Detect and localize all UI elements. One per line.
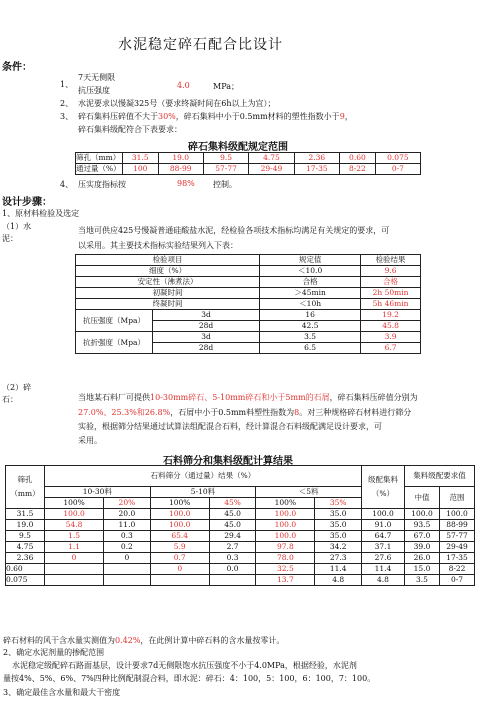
mat1-cell: 100.0 <box>45 509 104 520</box>
sieve-cell: 2.36 <box>6 553 45 564</box>
mix-cell: 100.0 <box>362 509 405 520</box>
sieve-header-graded: 级配集料（%） <box>362 466 405 509</box>
sieve-header-range: 范围 <box>440 487 475 509</box>
condition-4-num: 4、 <box>60 180 74 189</box>
cement-spec: 3.5 <box>260 332 361 343</box>
mat1-cell: 0 <box>45 553 104 564</box>
conditions-heading: 条件： <box>2 62 32 73</box>
range-cell: 8-22 <box>440 564 475 575</box>
condition-2-text: 水泥要求以慢凝325号（要求终凝时间在6h以上为宜）； <box>78 99 276 108</box>
design-heading: 设计步骤： <box>2 197 52 208</box>
sieve-cell: 19.0 <box>6 520 45 531</box>
condition-1-value: 4.0 <box>177 81 190 90</box>
mat2-calc: 45.0 <box>209 520 256 531</box>
table-row <box>6 564 475 575</box>
mat2-cell: 100.0 <box>150 509 209 520</box>
table-row <box>76 266 421 277</box>
stone-text-2: 27.0%、25.3%和26.8%，石屑中小于0.5mm料塑性指数为8。对三种规格碎石材料进行筛分 <box>78 408 412 417</box>
mat3-cell: 100.0 <box>256 520 315 531</box>
cement-header-result: 检验结果 <box>361 255 421 266</box>
mat2-calc: 0.0 <box>209 564 256 575</box>
cement-spec: ＞45min <box>260 288 361 299</box>
pct-cell: 100% <box>256 498 315 509</box>
range-cell: 88-99 <box>440 520 475 531</box>
mat1-calc: 20.0 <box>104 509 151 520</box>
grading-range-cell: 29-49 <box>249 164 294 175</box>
table-row <box>76 332 421 343</box>
mat3-cell: 78.0 <box>256 553 315 564</box>
cement-item: 终凝时间 <box>76 299 260 310</box>
cement-header-row <box>76 255 421 266</box>
mat3-calc: 11.4 <box>315 564 362 575</box>
mix-cell: 37.1 <box>362 542 405 553</box>
mid-cell: 67.0 <box>405 531 440 542</box>
sieve-cell: 0.60 <box>6 564 45 575</box>
mat3-calc: 4.8 <box>315 575 362 586</box>
mat3-cell: 97.8 <box>256 542 315 553</box>
mid-cell: 39.0 <box>405 542 440 553</box>
sieve-header-mat3: ＜5料 <box>256 487 362 498</box>
mix-cell: 91.0 <box>362 520 405 531</box>
cement-result: 3.9 <box>361 332 421 343</box>
condition-3-num: 3、 <box>60 112 74 121</box>
mat2-cell <box>150 575 209 586</box>
cement-header-item: 检验项目 <box>76 255 260 266</box>
cement-text-2: 以采用。其主要技术指标实验结果列入下表： <box>78 241 238 250</box>
table-row <box>6 509 475 520</box>
sieve-cell: 31.5 <box>6 509 45 520</box>
condition-1-unit: MPa； <box>213 82 239 91</box>
step1-heading: 1、原材料检验及选定 <box>2 209 80 218</box>
table-row <box>6 520 475 531</box>
sieve-header-sieve: 筛孔（mm） <box>6 466 45 509</box>
mat2-calc: 0.3 <box>209 553 256 564</box>
step2-text-2: 量按4%、5%、6%、7%四种比例配制混合料，即水泥：碎石：4：100，5：100，6：100，7：100。 <box>3 674 376 683</box>
grading-range-row <box>76 164 421 175</box>
table-row <box>6 542 475 553</box>
mat3-cell: 32.5 <box>256 564 315 575</box>
mat1-cell: 1.1 <box>45 542 104 553</box>
cement-result: 9.6 <box>361 266 421 277</box>
grading-range-cell: 100 <box>123 164 159 175</box>
mat3-calc: 27.3 <box>315 553 362 564</box>
age-cell: 28d <box>153 343 260 354</box>
mat3-calc: 35.0 <box>315 509 362 520</box>
grading-table <box>75 152 421 175</box>
grading-range-cell: 8-22 <box>340 164 376 175</box>
cement-item: 细度（%） <box>76 266 260 277</box>
grading-range-cell: 88-99 <box>158 164 203 175</box>
grading-sieve-cell: 4.75 <box>249 153 294 164</box>
flexural-label: 抗折强度（Mpa） <box>76 332 153 354</box>
table-row <box>76 299 421 310</box>
condition-4-end: 控制。 <box>213 180 237 189</box>
cement-result: 2h 50min <box>361 288 421 299</box>
sieve-header-row-2 <box>6 487 475 498</box>
mid-cell: 93.5 <box>405 520 440 531</box>
grading-sieve-cell: 19.0 <box>158 153 203 164</box>
age-cell: 3d <box>153 310 260 321</box>
mat1-calc: 0.2 <box>104 542 151 553</box>
sieve-header-passing: 石料筛分（通过量）结果（%） <box>45 466 362 487</box>
cement-result: 19.2 <box>361 310 421 321</box>
sieve-header-design: 集料级配要求值 <box>405 466 475 487</box>
age-cell: 28d <box>153 321 260 332</box>
condition-2-num: 2、 <box>60 99 74 108</box>
grading-sieve-cell: 2.36 <box>294 153 339 164</box>
condition-1-line2: 抗压强度 <box>78 86 110 95</box>
grading-sieve-cell: 0.60 <box>340 153 376 164</box>
table-row <box>76 277 421 288</box>
cement-label: （1）水泥： <box>2 222 32 243</box>
step2-text-1: 水泥稳定级配碎石路面基层，设计要求7d无侧限饱水抗压强度不小于4.0MPa，根据经验，水泥剂 <box>12 661 357 670</box>
cement-text-1: 当地可供应425号慢凝普通硅酸盐水泥，经检验各项技术指标均满足有关规定的要求，可 <box>78 226 390 235</box>
cement-table <box>75 254 421 354</box>
mat1-calc: 0.3 <box>104 531 151 542</box>
pct-cell: 20% <box>104 498 151 509</box>
cement-item: 初凝时间 <box>76 288 260 299</box>
cement-spec: 6.5 <box>260 343 361 354</box>
range-cell: 17-35 <box>440 553 475 564</box>
mat1-calc: 11.0 <box>104 520 151 531</box>
mix-cell: 4.8 <box>362 575 405 586</box>
pct-cell: 45% <box>209 498 256 509</box>
pct-cell: 100% <box>150 498 209 509</box>
mat2-calc: 45.0 <box>209 509 256 520</box>
grading-sieve-cell: 31.5 <box>123 153 159 164</box>
mat1-cell: 1.5 <box>45 531 104 542</box>
mat2-calc: 29.4 <box>209 531 256 542</box>
mat3-cell: 100.0 <box>256 509 315 520</box>
mat3-calc: 35.0 <box>315 531 362 542</box>
condition-1-num: 1、 <box>60 80 74 89</box>
moisture-note: 碎石材料的风干含水量实测值为0.42%，在此例计算中碎石料的含水量按零计。 <box>3 636 285 645</box>
sieve-header-mat1: 10-30料 <box>45 487 151 498</box>
mix-cell: 11.4 <box>362 564 405 575</box>
mid-cell: 15.0 <box>405 564 440 575</box>
mat1-cell <box>45 564 104 575</box>
mat3-cell: 100.0 <box>256 531 315 542</box>
grading-range-cell: 17-35 <box>294 164 339 175</box>
condition-4-value: 98% <box>177 179 195 188</box>
table-row <box>6 575 475 586</box>
stone-text-1: 当地某石料厂可提供10-30mm碎石、5-10mm碎石和小于5mm的石屑，碎石集料压碎值分别为 <box>78 393 418 402</box>
sieve-table <box>5 465 475 586</box>
mat2-calc: 2.7 <box>209 542 256 553</box>
mat2-cell: 65.4 <box>150 531 209 542</box>
sieve-cell: 9.5 <box>6 531 45 542</box>
cement-spec: ＜10.0 <box>260 266 361 277</box>
sieve-table-caption: 石料筛分和集料级配计算结果 <box>163 456 293 467</box>
condition-3-text: 碎石集料压碎值不大于30%，碎石集料中小于0.5mm材料的塑性指数小于9， <box>78 112 353 121</box>
sieve-cell: 0.075 <box>6 575 45 586</box>
stone-text-3: 实验，根据筛分结果通过试算法组配混合石料，经计算混合石料级配满足设计要求，可 <box>78 422 382 431</box>
condition-3-line2: 碎石集料级配符合下表要求： <box>78 125 182 134</box>
grading-table-caption: 碎石集料级配规定范围 <box>188 142 288 153</box>
mat2-cell: 5.9 <box>150 542 209 553</box>
mat3-cell: 13.7 <box>256 575 315 586</box>
step3-heading: 3、确定最佳含水量和最大干密度 <box>3 688 121 697</box>
cement-result: 合格 <box>361 277 421 288</box>
cement-result: 6.7 <box>361 343 421 354</box>
sieve-header-row-1 <box>6 466 475 487</box>
stone-label: （2）碎石： <box>2 383 32 404</box>
cement-spec: 合格 <box>260 277 361 288</box>
mat1-cell <box>45 575 104 586</box>
pct-cell: 35% <box>315 498 362 509</box>
mat3-calc: 34.2 <box>315 542 362 553</box>
range-cell: 0-7 <box>440 575 475 586</box>
mat1-calc <box>104 575 151 586</box>
sieve-header-mat2: 5-10料 <box>150 487 256 498</box>
sieve-header-mid: 中值 <box>405 487 440 509</box>
cement-spec: 42.5 <box>260 321 361 332</box>
grading-row1-label: 筛孔（mm） <box>76 153 123 164</box>
grading-row2-label: 通过量（%） <box>76 164 121 173</box>
mat2-cell: 100.0 <box>150 520 209 531</box>
table-row <box>6 531 475 542</box>
table-row <box>76 288 421 299</box>
grading-sieve-row <box>76 153 421 164</box>
mat1-calc <box>104 564 151 575</box>
range-cell: 100.0 <box>440 509 475 520</box>
grading-sieve-cell: 0.075 <box>375 153 420 164</box>
mat3-calc: 35.0 <box>315 520 362 531</box>
mid-cell: 26.0 <box>405 553 440 564</box>
compressive-label: 抗压强度（Mpa） <box>76 310 153 332</box>
cement-result: 45.8 <box>361 321 421 332</box>
condition-1-line1: 7天无侧限 <box>78 73 116 82</box>
mat1-cell: 54.8 <box>45 520 104 531</box>
pct-cell: 100% <box>45 498 104 509</box>
grading-range-cell: 0-7 <box>375 164 420 175</box>
mat2-calc <box>209 575 256 586</box>
cement-spec: 16 <box>260 310 361 321</box>
table-row <box>76 310 421 321</box>
age-cell: 3d <box>153 332 260 343</box>
stone-text-4: 采用。 <box>78 436 102 445</box>
mix-cell: 64.7 <box>362 531 405 542</box>
mat2-cell: 0 <box>150 564 209 575</box>
page-title: 水泥稳定碎石配合比设计 <box>118 37 283 53</box>
grading-range-cell: 57-77 <box>203 164 248 175</box>
mix-cell: 27.6 <box>362 553 405 564</box>
condition-4-text: 压实度指标按 <box>78 180 126 189</box>
mat2-cell: 0.7 <box>150 553 209 564</box>
step2-heading: 2、确定水泥剂量的掺配范围 <box>3 648 105 657</box>
cement-item: 安定性（沸煮法） <box>76 277 260 288</box>
cement-result: 5h 46min <box>361 299 421 310</box>
range-cell: 29-49 <box>440 542 475 553</box>
cement-header-spec: 规定值 <box>260 255 361 266</box>
table-row <box>6 553 475 564</box>
mid-cell: 100.0 <box>405 509 440 520</box>
sieve-cell: 4.75 <box>6 542 45 553</box>
mid-cell: 3.5 <box>405 575 440 586</box>
mat1-calc: 0 <box>104 553 151 564</box>
range-cell: 57-77 <box>440 531 475 542</box>
cement-spec: ＜10h <box>260 299 361 310</box>
grading-sieve-cell: 9.5 <box>203 153 248 164</box>
